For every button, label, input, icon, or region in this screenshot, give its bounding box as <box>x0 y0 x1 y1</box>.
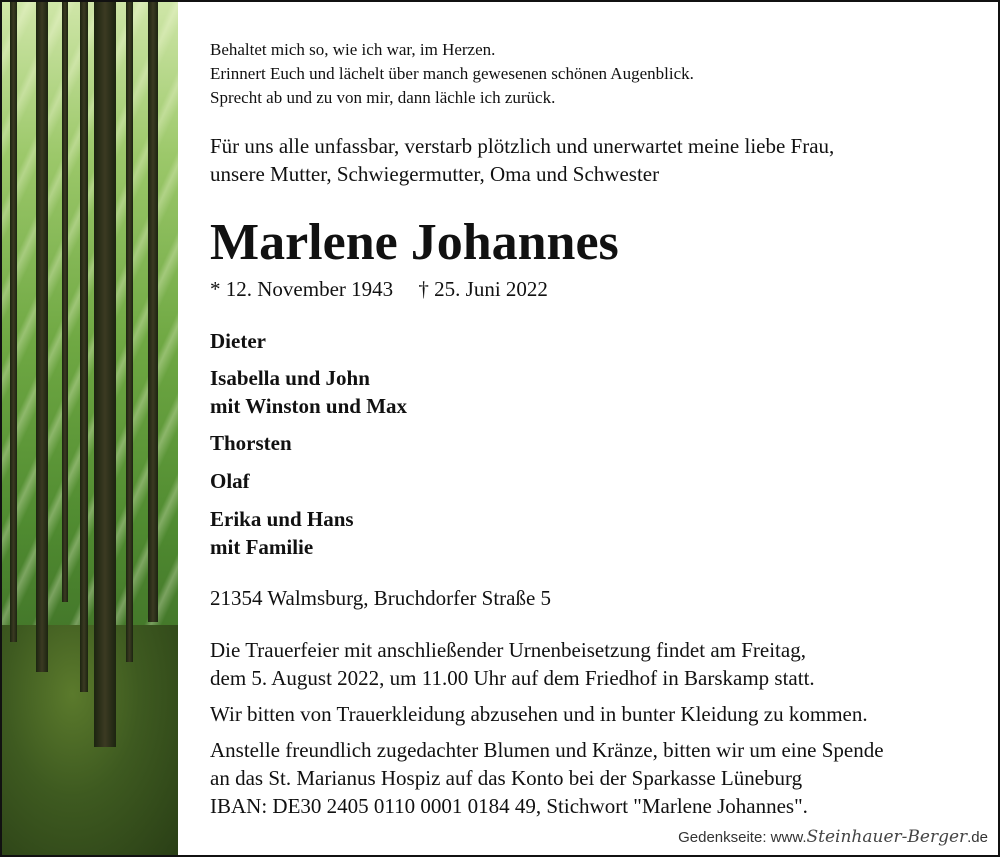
mourner-line: Thorsten <box>210 431 292 455</box>
ceremony-line: Die Trauerfeier mit anschließender Urnenbeisetzung findet am Freitag, <box>210 638 806 662</box>
donation-info <box>210 736 990 820</box>
intro-line: Für uns alle unfassbar, verstarb plötzlich und unerwartet meine liebe Frau, <box>210 134 835 158</box>
memorial-suffix: .de <box>967 829 988 846</box>
tree-trunk <box>94 2 116 747</box>
ceremony-info <box>210 636 990 692</box>
dress-note <box>210 700 990 728</box>
poem-verse <box>210 38 970 110</box>
mourner-entry <box>210 505 970 561</box>
memorial-brand: Steinhauer-Berger <box>806 827 968 847</box>
death-date: † 25. Juni 2022 <box>418 277 548 301</box>
mourner-line: mit Familie <box>210 535 314 559</box>
mourner-line: Erika und Hans <box>210 507 354 531</box>
tree-trunk <box>62 2 68 602</box>
donation-line: IBAN: DE30 2405 0110 0001 0184 49, Stichwort "Marlene Johannes". <box>210 794 808 818</box>
deceased-name: Marlene Johannes <box>210 214 619 271</box>
donation-line: Anstelle freundlich zugedachter Blumen und Kränze, bitten wir um eine Spende <box>210 738 884 762</box>
mourner-entry <box>210 364 970 420</box>
ceremony-line: dem 5. August 2022, um 11.00 Uhr auf dem Friedhof in Barskamp statt. <box>210 666 815 690</box>
verse-line: Erinnert Euch und lächelt über manch gewesenen schönen Augenblick. <box>210 64 694 83</box>
birth-date: * 12. November 1943 <box>210 277 394 301</box>
announcement-intro <box>210 132 970 188</box>
tree-trunk <box>148 2 158 622</box>
mourner-entry <box>210 467 970 495</box>
dress-note-line: Wir bitten von Trauerkleidung abzusehen und in bunter Kleidung zu kommen. <box>210 702 868 726</box>
life-dates <box>210 275 548 303</box>
tree-trunk <box>10 2 17 642</box>
tree-trunk <box>126 2 133 662</box>
intro-line: unsere Mutter, Schwiegermutter, Oma und Schwester <box>210 162 660 186</box>
memorial-page-link[interactable] <box>678 827 988 847</box>
mourner-entry <box>210 327 970 355</box>
tree-trunk <box>36 2 48 672</box>
verse-line: Behaltet mich so, wie ich war, im Herzen. <box>210 40 496 59</box>
donation-line: an das St. Marianus Hospiz auf das Konto bei der Sparkasse Lüneburg <box>210 766 803 790</box>
verse-line: Sprecht ab und zu von mir, dann lächle ich zurück. <box>210 88 556 107</box>
mourner-line: mit Winston und Max <box>210 394 408 418</box>
mourner-entry <box>210 429 970 457</box>
family-address: 21354 Walmsburg, Bruchdorfer Straße 5 <box>210 586 552 610</box>
mourner-line: Olaf <box>210 469 250 493</box>
forest-floor <box>2 625 178 855</box>
forest-image <box>2 2 178 855</box>
tree-trunk <box>80 2 88 692</box>
mourner-line: Dieter <box>210 329 266 353</box>
memorial-label: Gedenkseite: www. <box>678 829 807 846</box>
mourner-line: Isabella und John <box>210 366 370 390</box>
